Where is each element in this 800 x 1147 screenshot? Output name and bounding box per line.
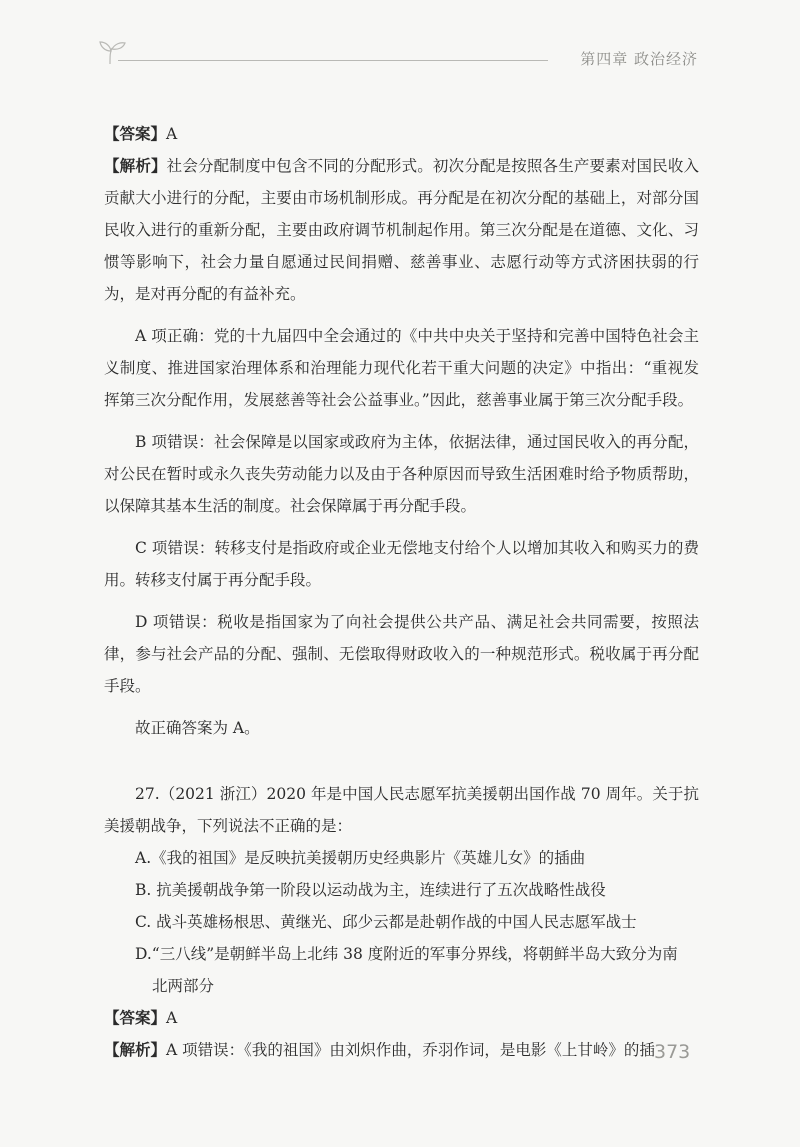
- q27-option-c: C. 战斗英雄杨根思、黄继光、邱少云都是赴朝作战的中国人民志愿军战士: [135, 913, 637, 931]
- q27-option-a: A.《我的祖国》是反映抗美援朝历史经典影片《英雄儿女》的插曲: [135, 849, 586, 867]
- chapter-title: 第四章 政治经济: [580, 50, 698, 68]
- option-d-line1: D.“三八线”是朝鲜半岛上北纬 38 度附近的军事分界线，将朝鲜半岛大致分为南: [135, 945, 678, 963]
- analysis-text: 社会分配制度中包含不同的分配形式。初次分配是按照各生产要素对国民收入贡献大小进行的分配，主要由市场机制形成。再分配是在初次分配的基础上，对部分国民收入进行的重新分配，主要由政府调节机制起作用。第三次分配是在道德、文化、习惯等影响下，社会力量自愿通过民间捐赠、慈善事业、志愿行动等方式济困扶弱的行为，是对再分配的有益补充。: [104, 157, 699, 303]
- page-header: [96, 44, 698, 74]
- q27-option-d: [104, 938, 699, 1002]
- answer-tag: 【答案】: [104, 124, 167, 143]
- q26-item-d: D 项错误：税收是指国家为了向社会提供公共产品、满足社会共同需要，按照法律，参与社会产品的分配、强制、无偿取得财政收入的一种规范形式。税收属于再分配手段。: [104, 613, 699, 695]
- option-d-line2: 北两部分: [152, 977, 215, 995]
- answer-value: A: [166, 1009, 178, 1027]
- analysis-text: A 项错误：《我的祖国》由刘炽作曲，乔羽作词，是电影《上甘岭》的插: [166, 1041, 655, 1059]
- analysis-tag: 【解析】: [104, 1040, 167, 1059]
- answer-tag: 【答案】: [104, 1008, 167, 1027]
- q27-stem: 27.（2021 浙江）2020 年是中国人民志愿军抗美援朝出国作战 70 周年。关于抗美援朝战争，下列说法不正确的是：: [104, 785, 699, 835]
- header-rule: [118, 60, 548, 61]
- q26-item-a: A 项正确：党的十九届四中全会通过的《中共中央关于坚持和完善中国特色社会主义制度、推进国家治理体系和治理能力现代化若干重大问题的决定》中指出：“重视发挥第三次分配作用，发展慈善等社会公益事业。”因此，慈善事业属于第三次分配手段。: [104, 327, 699, 409]
- q27-answer: [104, 1002, 699, 1034]
- analysis-tag: 【解析】: [104, 156, 167, 175]
- q26-answer: [104, 118, 699, 150]
- page-number: 373: [654, 1041, 691, 1063]
- q26-conclusion: 故正确答案为 A。: [135, 719, 260, 737]
- page-body: [104, 118, 699, 1066]
- q26-item-b: B 项错误：社会保障是以国家或政府为主体，依据法律，通过国民收入的再分配，对公民在暂时或永久丧失劳动能力以及由于各种原因而导致生活困难时给予物质帮助，以保障其基本生活的制度。社会保障属于再分配手段。: [104, 433, 699, 515]
- answer-value: A: [166, 125, 178, 143]
- q26-analysis: [104, 150, 699, 310]
- q27-analysis: [104, 1034, 699, 1066]
- sprout-icon: [96, 38, 136, 68]
- q27-option-b: B. 抗美援朝战争第一阶段以运动战为主，连续进行了五次战略性战役: [135, 881, 606, 899]
- q26-item-c: C 项错误：转移支付是指政府或企业无偿地支付给个人以增加其收入和购买力的费用。转移支付属于再分配手段。: [104, 539, 699, 589]
